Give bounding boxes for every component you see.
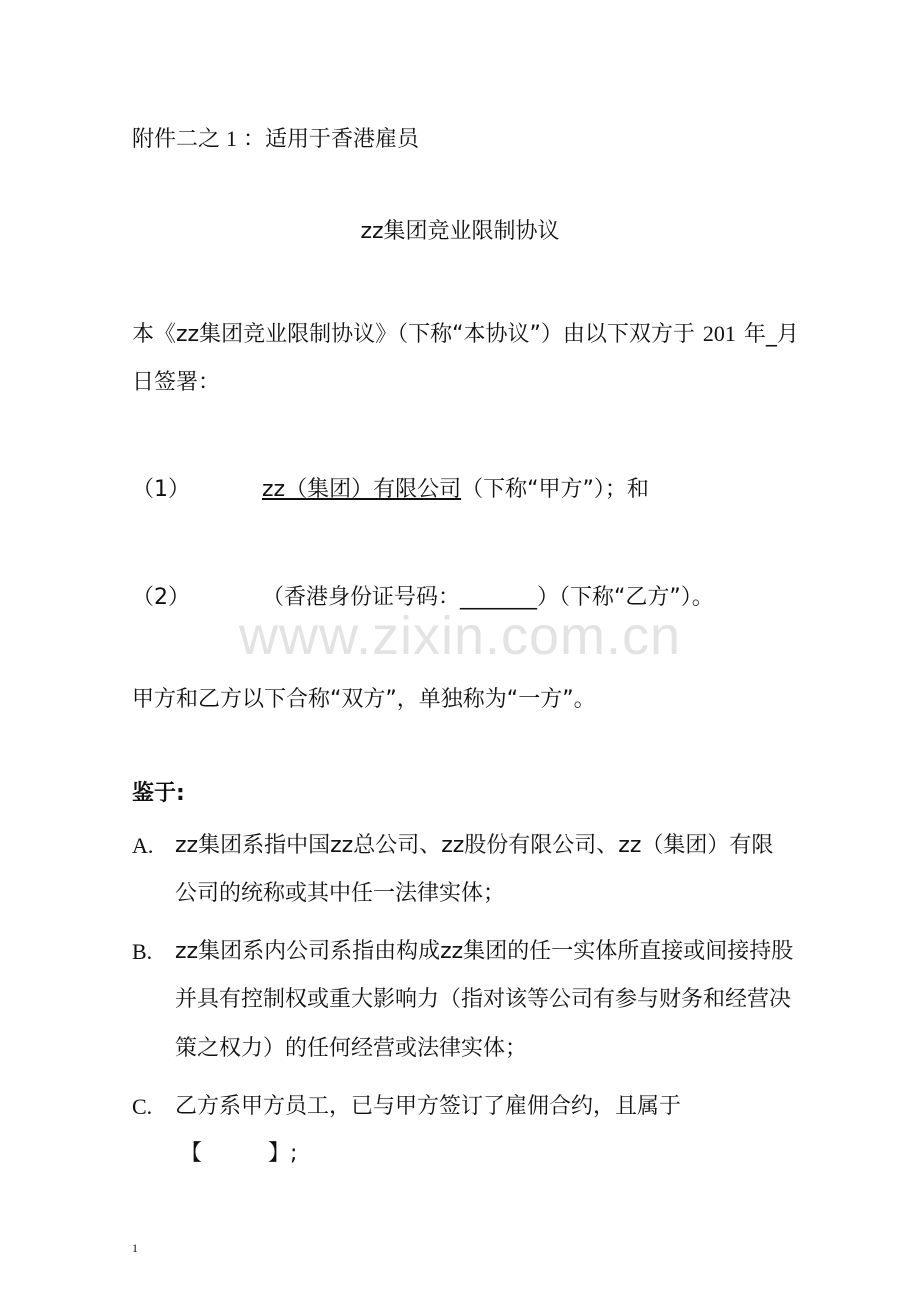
annex-number: 1 — [226, 126, 238, 151]
clause-c-label: C. — [132, 1094, 153, 1119]
watermark: www.zixin.com.cn — [238, 606, 682, 666]
intro-year: 201 — [702, 321, 736, 346]
clause-a-line-2: 公司的统称或其中任一法律实体； — [175, 881, 506, 906]
intro-text-b: 年_月 — [743, 322, 799, 347]
clause-b-line-1: zz集团系内公司系指由构成zz集团的任一实体所直接或间接持股 — [175, 939, 794, 964]
collective-statement: 甲方和乙方以下合称“双方”，单独称为“一方”。 — [132, 687, 596, 712]
party-2-number: （2） — [132, 585, 190, 610]
party-1-line — [262, 476, 649, 504]
party-1-number: （1） — [132, 477, 190, 502]
clause-b-label: B. — [132, 939, 153, 964]
page-number: 1 — [132, 1241, 138, 1255]
clause-c-line-1: 乙方系甲方员工，已与甲方签订了雇佣合约，且属于 — [175, 1094, 682, 1119]
party-1-desc: （下称“甲方”）；和 — [461, 477, 649, 502]
intro-text-a: 本《zz集团竞业限制协议》（下称“本协议”）由以下双方于 — [132, 322, 695, 347]
party-2-desc: （香港身份证号码：_______）（下称“乙方”）。 — [262, 585, 714, 610]
clause-b-line-3: 策之权力）的任何经营或法律实体； — [175, 1036, 528, 1061]
whereas-label: 鉴于: — [132, 781, 185, 806]
intro-line-2: 日签署： — [132, 370, 221, 395]
intro-line-1 — [132, 320, 799, 349]
annex-prefix: 附件二之 — [132, 127, 221, 152]
clause-a-label: A. — [132, 833, 154, 858]
clause-a-line-1: zz集团系指中国zz总公司、zz股份有限公司、zz（集团）有限 — [175, 833, 774, 858]
clause-b-line-2: 并具有控制权或重大影响力（指对该等公司有参与财务和经营决 — [175, 987, 792, 1012]
party-1-name: zz（集团）有限公司 — [262, 477, 462, 502]
annex-suffix: ：适用于香港雇员 — [243, 127, 420, 152]
document-title: zz集团竞业限制协议 — [360, 219, 560, 244]
clause-c-line-2: 【 】; — [180, 1141, 298, 1166]
annex-heading — [132, 125, 419, 154]
